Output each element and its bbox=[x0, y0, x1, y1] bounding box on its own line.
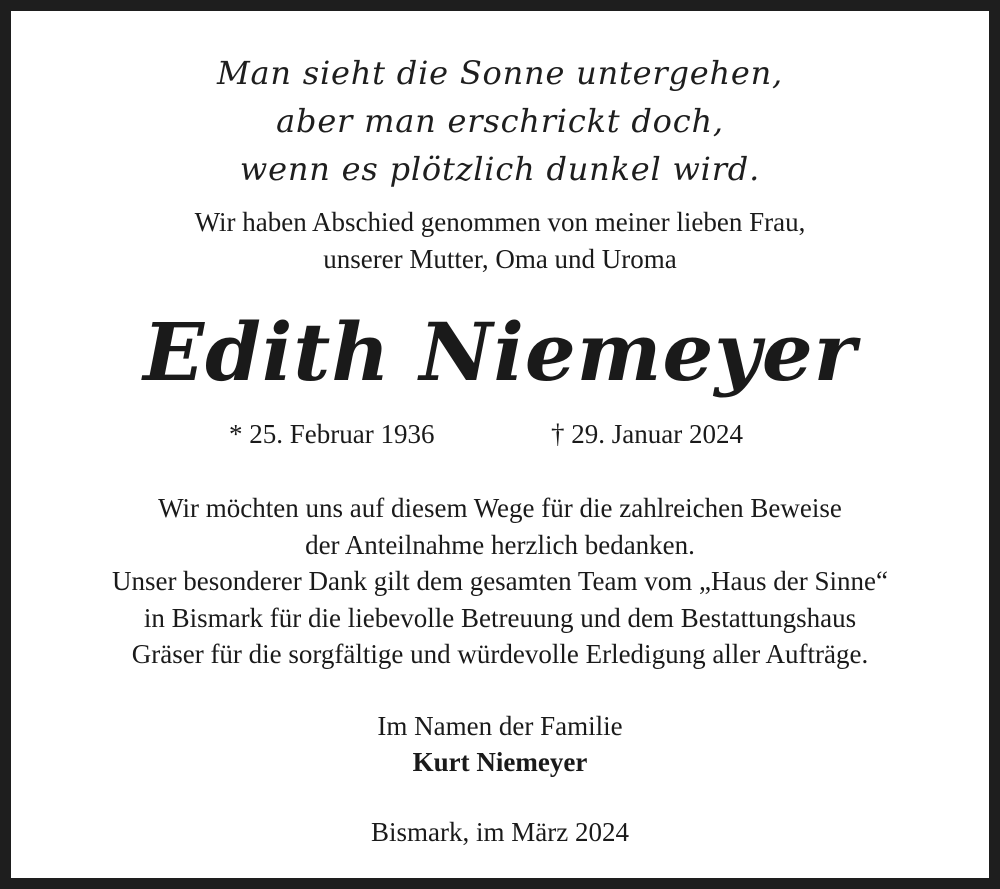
family-label: Im Namen der Familie bbox=[377, 711, 623, 741]
place-date: Bismark, im März 2024 bbox=[371, 817, 629, 847]
obituary-notice bbox=[11, 11, 989, 878]
thanks-text bbox=[11, 490, 989, 673]
thanks-line: der Anteilnahme herzlich bedanken. bbox=[305, 529, 695, 560]
death-date: † 29. Januar 2024 bbox=[551, 419, 743, 449]
family-signature bbox=[11, 708, 989, 780]
deceased-name: Edith Niemeyer bbox=[143, 305, 857, 399]
thanks-line: Wir möchten uns auf diesem Wege für die zahlreichen Beweise bbox=[158, 493, 842, 523]
intro-text bbox=[11, 204, 989, 278]
poem-line: Man sieht die Sonne untergehen, bbox=[216, 54, 784, 92]
signer-name: Kurt Niemeyer bbox=[412, 747, 588, 777]
birth-date: * 25. Februar 1936 bbox=[229, 419, 435, 449]
poem-line: aber man erschrickt doch, bbox=[276, 102, 724, 140]
intro-line: Wir haben Abschied genommen von meiner lieben Frau, bbox=[194, 207, 806, 237]
poem-line: wenn es plötzlich dunkel wird. bbox=[239, 150, 761, 188]
poem-verse bbox=[11, 49, 989, 193]
thanks-line: Unser besonderer Dank gilt dem gesamten Team vom „Haus der Sinne“ bbox=[112, 566, 888, 596]
intro-line: unserer Mutter, Oma und Uroma bbox=[323, 244, 677, 274]
thanks-line: Gräser für die sorgfältige und würdevolle Erledigung aller Aufträge. bbox=[131, 639, 869, 669]
thanks-line: in Bismark für die liebevolle Betreuung und dem Bestattungshaus bbox=[143, 602, 857, 633]
